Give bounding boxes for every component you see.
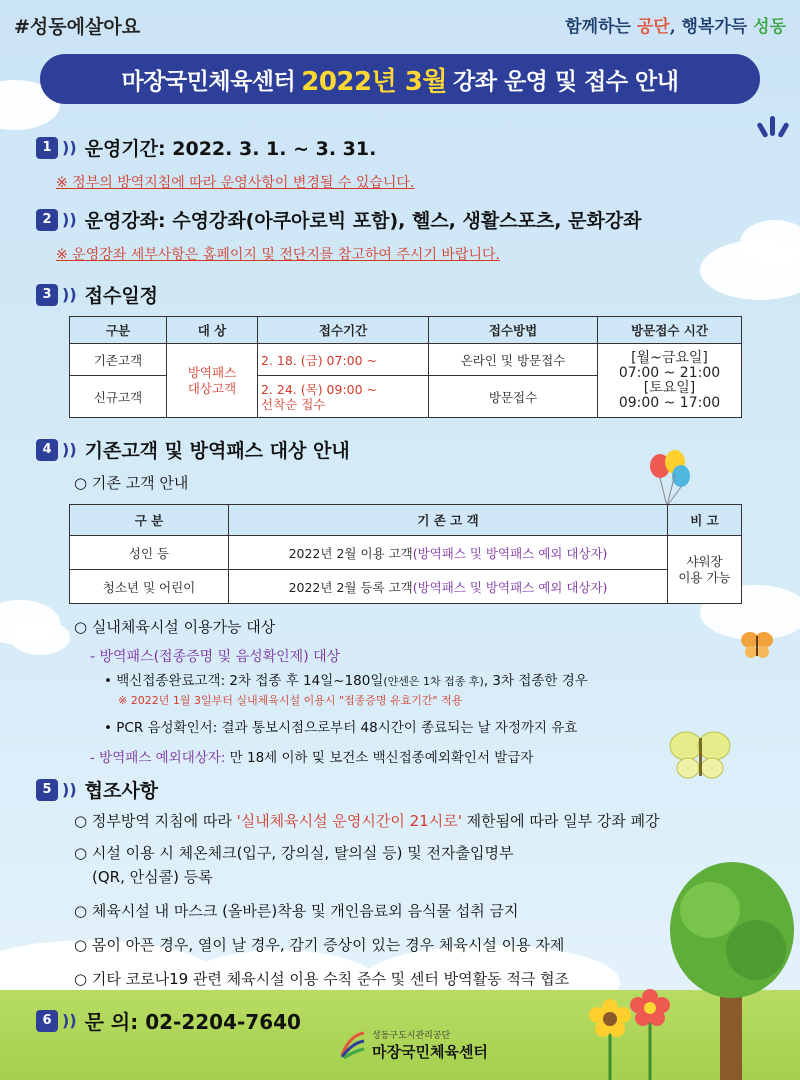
- table-header: 비 고: [668, 505, 742, 536]
- section-number-badge: 1: [36, 137, 58, 159]
- desc-text: 2022년 2월 등록 고객: [288, 579, 413, 595]
- hashtag: #성동에살아요: [14, 16, 141, 38]
- slogan: [565, 12, 786, 37]
- contact-text: 문 의: 02-2204-7640: [84, 1010, 301, 1034]
- table-header: 접수방법: [429, 317, 598, 344]
- table-row: [70, 536, 742, 570]
- table-cell: 신규고객: [70, 376, 167, 418]
- desc-text: (방역패스 및 방역패스 예외 대상자): [412, 545, 608, 561]
- table-cell: 성인 등: [70, 536, 229, 570]
- period-line: 선착순 접수: [261, 396, 326, 412]
- coop-text: 제한됨에 따라 일부 강좌 폐강: [461, 812, 660, 830]
- vaccine-note: ※ 2022년 1월 3일부터 실내체육시설 이용시 "접종증명 유효기간" 적용: [118, 694, 463, 707]
- indoor-subtitle: ○ 실내체육시설 이용가능 대상: [74, 618, 276, 636]
- slogan-part: 공단: [636, 17, 670, 37]
- banner-highlight: 2022년 3월: [301, 66, 447, 97]
- table-cell-target: [167, 344, 258, 418]
- table-cell: 청소년 및 어린이: [70, 570, 229, 604]
- table-cell: 기존고객: [70, 344, 167, 376]
- desc-text: 2022년 2월 이용 고객: [288, 545, 413, 561]
- center-logo: [340, 1028, 488, 1062]
- section-number-badge: 4: [36, 439, 58, 461]
- visit-line: [월~금요일]: [631, 349, 708, 366]
- contact-line: [36, 1006, 301, 1035]
- section-number-badge: 2: [36, 209, 58, 231]
- section-3-heading: [36, 281, 158, 308]
- section-2-note: ※ 운영강좌 세부사항은 홈페이지 및 전단지를 참고하여 주시기 바랍니다.: [56, 247, 500, 263]
- section-title: 접수일정: [84, 285, 159, 307]
- section-title: 운영강좌: 수영강좌(아쿠아로빅 포함), 헬스, 생활스포츠, 문화강좌: [84, 210, 642, 232]
- pass-title: - 방역패스(접종증명 및 음성확인제) 대상: [90, 649, 341, 665]
- except-line: [90, 746, 533, 766]
- target-line: 방역패스: [187, 364, 237, 380]
- visit-line: 07:00 ~ 21:00: [618, 364, 721, 381]
- table-row: [70, 570, 742, 604]
- table-header: 접수기간: [258, 317, 429, 344]
- table-cell: [229, 536, 668, 570]
- visit-line: 09:00 ~ 17:00: [618, 394, 721, 411]
- butterfly-orange-icon: [740, 630, 774, 660]
- decor-dash: [770, 116, 775, 136]
- section-title: 운영기간: 2022. 3. 1. ~ 3. 31.: [84, 138, 377, 160]
- balloons-illustration: [645, 448, 695, 508]
- speaker-icon: )): [62, 285, 77, 304]
- visit-line: [토요일]: [643, 379, 696, 396]
- speaker-icon: )): [62, 780, 77, 799]
- tree-illustration: [660, 860, 800, 1080]
- banner-prefix: 마장국민체육센터: [121, 68, 296, 95]
- coop-highlight: '실내체육시설 운영시간이 21시로': [236, 812, 462, 830]
- desc-text: (방역패스 및 방역패스 예외 대상자): [412, 579, 608, 595]
- table-cell: 온라인 및 방문접수: [429, 344, 598, 376]
- section-number-badge: 3: [36, 284, 58, 306]
- coop-item-3: ○ 체육시설 내 마스크 (올바른)착용 및 개인음료외 음식물 섭취 금지: [74, 902, 519, 920]
- cloud-decoration: [10, 620, 70, 655]
- table-header: 구 분: [70, 505, 229, 536]
- remark-line: 샤워장: [686, 553, 723, 569]
- period-line: 2. 24. (목) 09:00 ~: [261, 381, 378, 397]
- except-text: 만 18세 이하 및 보건소 백신접종예외확인서 발급자: [225, 750, 534, 766]
- table-header: 방문접수 시간: [598, 317, 742, 344]
- table-cell: 방문접수: [429, 376, 598, 418]
- coop-item-4: ○ 몸이 아픈 경우, 열이 날 경우, 감기 증상이 있는 경우 체육시설 이용 자제: [74, 936, 565, 954]
- coop-item-2-cont: (QR, 안심콜) 등록: [92, 868, 213, 886]
- logo-name: 마장국민체육센터: [372, 1043, 488, 1061]
- table-row: [70, 344, 742, 376]
- existing-subtitle: ○ 기존 고객 안내: [74, 474, 189, 492]
- table-header: 대 상: [167, 317, 258, 344]
- flower-illustration: [585, 985, 675, 1080]
- table-cell-visit-hours: [598, 344, 742, 418]
- bullet-text: , 3차 접종한 경우: [483, 673, 588, 689]
- table-header: 구분: [70, 317, 167, 344]
- coop-item-2: ○ 시설 이용 시 체온체크(입구, 강의실, 탈의실 등) 및 전자출입명부: [74, 844, 514, 862]
- coop-item-1: [74, 810, 660, 831]
- table-cell-remark: [668, 536, 742, 604]
- coop-text: ○ 정부방역 지침에 따라: [74, 812, 237, 830]
- bullet-text: • 백신접종완료고객: 2차 접종 후 14일~180일: [104, 673, 384, 689]
- section-5-heading: [36, 776, 158, 803]
- table-cell: [229, 570, 668, 604]
- speaker-icon: )): [62, 1011, 77, 1030]
- slogan-part: 성동: [753, 17, 786, 37]
- target-line: 대상고객: [187, 380, 237, 396]
- bullet-pcr: • PCR 음성확인서: 결과 통보시점으로부터 48시간이 종료되는 날 자정까지 유효: [104, 720, 578, 736]
- existing-customer-table: [69, 504, 742, 604]
- slogan-part: 함께하는: [565, 17, 637, 37]
- butterfly-yellow-icon: [668, 728, 732, 784]
- coop-item-5: ○ 기타 코로나19 관련 체육시설 이용 수칙 준수 및 센터 방역활동 적극 협조: [74, 970, 570, 988]
- banner-suffix: 강좌 운영 및 접수 안내: [453, 68, 679, 95]
- table-cell: 2. 18. (금) 07:00 ~: [258, 344, 429, 376]
- speaker-icon: )): [62, 210, 77, 229]
- section-2-heading: [36, 206, 642, 233]
- title-banner: [40, 54, 760, 104]
- schedule-table: [69, 316, 742, 418]
- section-title: 기존고객 및 방역패스 대상 안내: [84, 440, 350, 462]
- logo-mark-icon: [340, 1031, 366, 1059]
- section-1-heading: [36, 134, 376, 161]
- table-header: 기 존 고 객: [229, 505, 668, 536]
- logo-org: 성동구도시관리공단: [372, 1031, 451, 1041]
- section-4-heading: [36, 436, 350, 463]
- speaker-icon: )): [62, 138, 77, 157]
- section-title: 협조사항: [84, 780, 159, 802]
- section-number-badge: 5: [36, 779, 58, 801]
- except-label: - 방역패스 예외대상자:: [90, 750, 226, 766]
- bullet-text: (얀센은 1차 접종 후): [383, 675, 484, 688]
- table-cell: [258, 376, 429, 418]
- speaker-icon: )): [62, 440, 77, 459]
- section-1-note: ※ 정부의 방역지침에 따라 운영사항이 변경될 수 있습니다.: [56, 175, 415, 191]
- remark-line: 이용 가능: [678, 569, 731, 585]
- slogan-part: , 행복가득: [669, 17, 754, 37]
- bullet-vaccine: [104, 669, 588, 689]
- section-number-badge: 6: [36, 1010, 58, 1032]
